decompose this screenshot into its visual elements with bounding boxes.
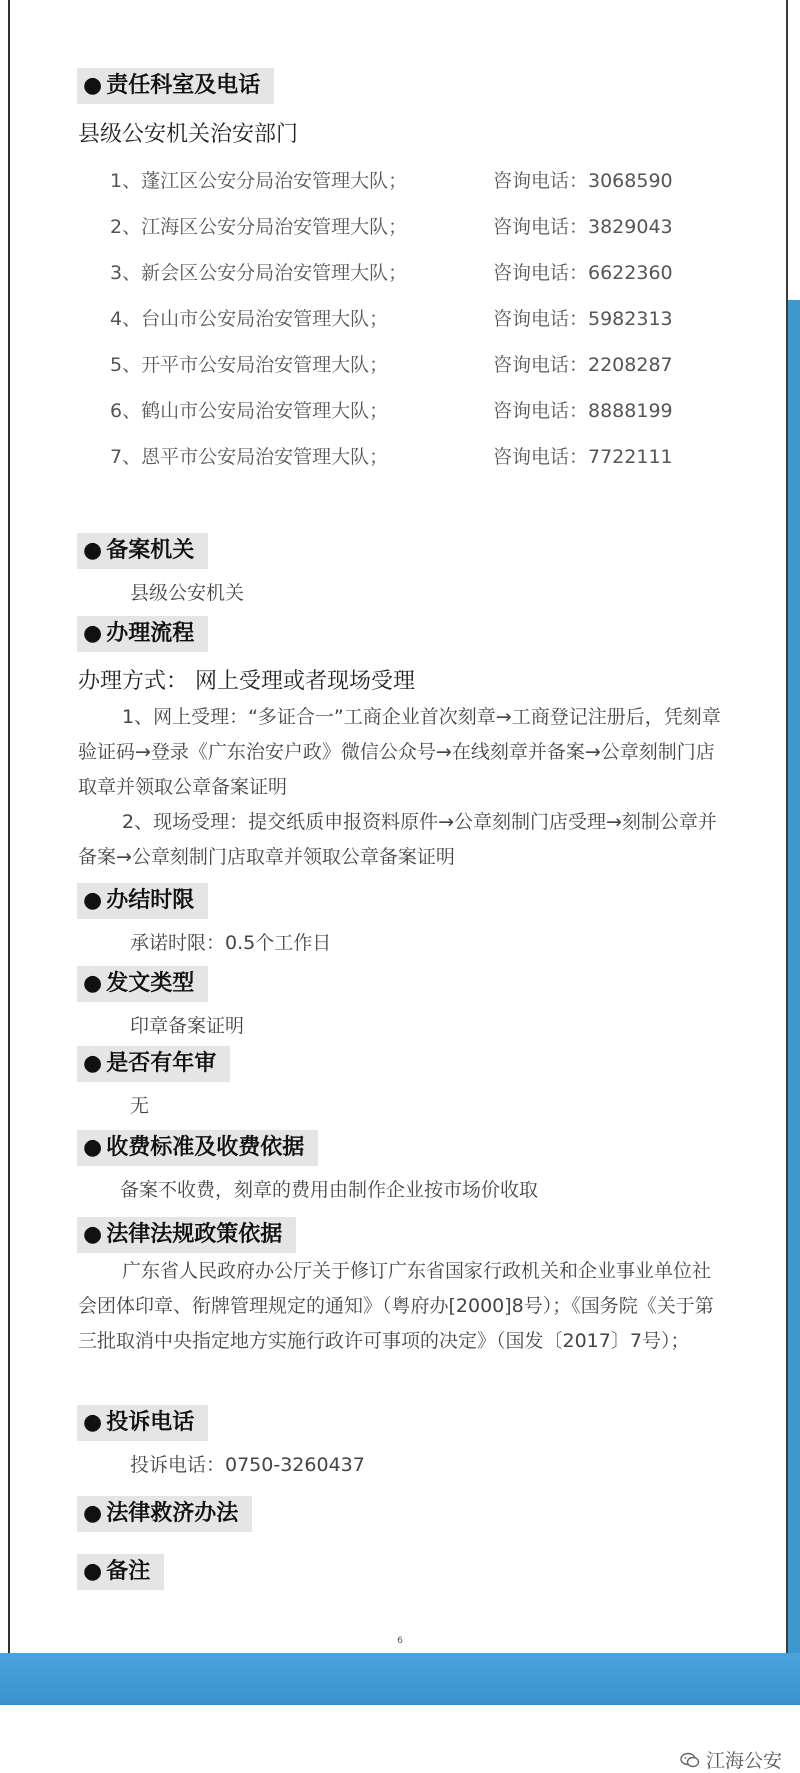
page-frame-left xyxy=(8,0,10,1705)
bullet-icon: ● xyxy=(83,1410,103,1435)
bullet-icon: ● xyxy=(83,1501,103,1526)
bullet-icon: ● xyxy=(83,73,103,98)
responsibility-subtitle: 县级公安机关治安部门 xyxy=(78,122,299,147)
wechat-icon xyxy=(680,1752,700,1768)
bullet-icon: ● xyxy=(83,1559,103,1584)
time-limit-text: 承诺时限：0.5个工作日 xyxy=(130,932,332,954)
bullet-icon: ● xyxy=(83,538,103,563)
process-method: 办理方式： 网上受理或者现场受理 xyxy=(78,669,415,694)
heading-fees: ● 收费标准及收费依据 xyxy=(77,1130,318,1166)
contact-row: 5、开平市公安局治安管理大队； 咨询电话：2208287 xyxy=(110,354,673,376)
heading-process: ● 办理流程 xyxy=(77,616,208,652)
process-step-online: 1、网上受理：“多证合一”工商企业首次刻章→工商登记注册后，凭刻章验证码→登录《广东治安户政》微信公众号→在线刻章并备案→公章刻制门店取章并领取公章备案证明 xyxy=(78,706,721,798)
bullet-icon: ● xyxy=(83,1135,103,1160)
page-number: 6 xyxy=(397,1636,403,1646)
contact-row: 6、鹤山市公安局治安管理大队； 咨询电话：8888199 xyxy=(110,400,673,422)
heading-document-type: ● 发文类型 xyxy=(77,966,208,1002)
bullet-icon: ● xyxy=(83,621,103,646)
watermark-text: 江海公安 xyxy=(705,1750,782,1772)
heading-complaint: ● 投诉电话 xyxy=(77,1405,208,1441)
contact-row: 1、蓬江区公安分局治安管理大队； 咨询电话：3068590 xyxy=(110,170,673,192)
annual-review-text: 无 xyxy=(130,1095,150,1117)
bullet-icon: ● xyxy=(83,1051,103,1076)
bullet-icon: ● xyxy=(83,1222,103,1247)
process-step-onsite: 2、现场受理：提交纸质申报资料原件→公章刻制门店受理→刻制公章并备案→公章刻制门店取章并领取公章备案证明 xyxy=(78,811,717,868)
heading-remarks: ● 备注 xyxy=(77,1554,164,1590)
right-accent-bar xyxy=(788,300,800,1660)
contact-row: 4、台山市公安局治安管理大队； 咨询电话：5982313 xyxy=(110,308,673,330)
contact-row: 2、江海区公安分局治安管理大队； 咨询电话：3829043 xyxy=(110,216,673,238)
filing-authority-text: 县级公安机关 xyxy=(130,582,245,604)
legal-basis-text: 广东省人民政府办公厅关于修订广东省国家行政机关和企业事业单位社会团体印章、衔牌管理规定的通知》（粤府办[2000]8号）；《国务院《关于第三批取消中央指定地方实施行政许可事项的决定》（国发〔2017〕7号）； xyxy=(78,1260,714,1352)
bullet-icon: ● xyxy=(83,888,103,913)
contact-row: 7、恩平市公安局治安管理大队； 咨询电话：7722111 xyxy=(110,446,673,468)
complaint-phone: 投诉电话：0750-3260437 xyxy=(130,1454,365,1476)
document-type-text: 印章备案证明 xyxy=(130,1015,245,1037)
heading-responsibility: ● 责任科室及电话 xyxy=(77,68,274,104)
heading-time-limit: ● 办结时限 xyxy=(77,883,208,919)
fees-text: 备案不收费，刻章的费用由制作企业按市场价收取 xyxy=(120,1179,539,1201)
heading-remedy: ● 法律救济办法 xyxy=(77,1496,252,1532)
heading-filing-authority: ● 备案机关 xyxy=(77,533,208,569)
contact-row: 3、新会区公安分局治安管理大队； 咨询电话：6622360 xyxy=(110,262,673,284)
footer-blue-band xyxy=(0,1653,800,1705)
heading-legal-basis: ● 法律法规政策依据 xyxy=(77,1217,296,1253)
heading-annual-review: ● 是否有年审 xyxy=(77,1046,230,1082)
bullet-icon: ● xyxy=(83,971,103,996)
